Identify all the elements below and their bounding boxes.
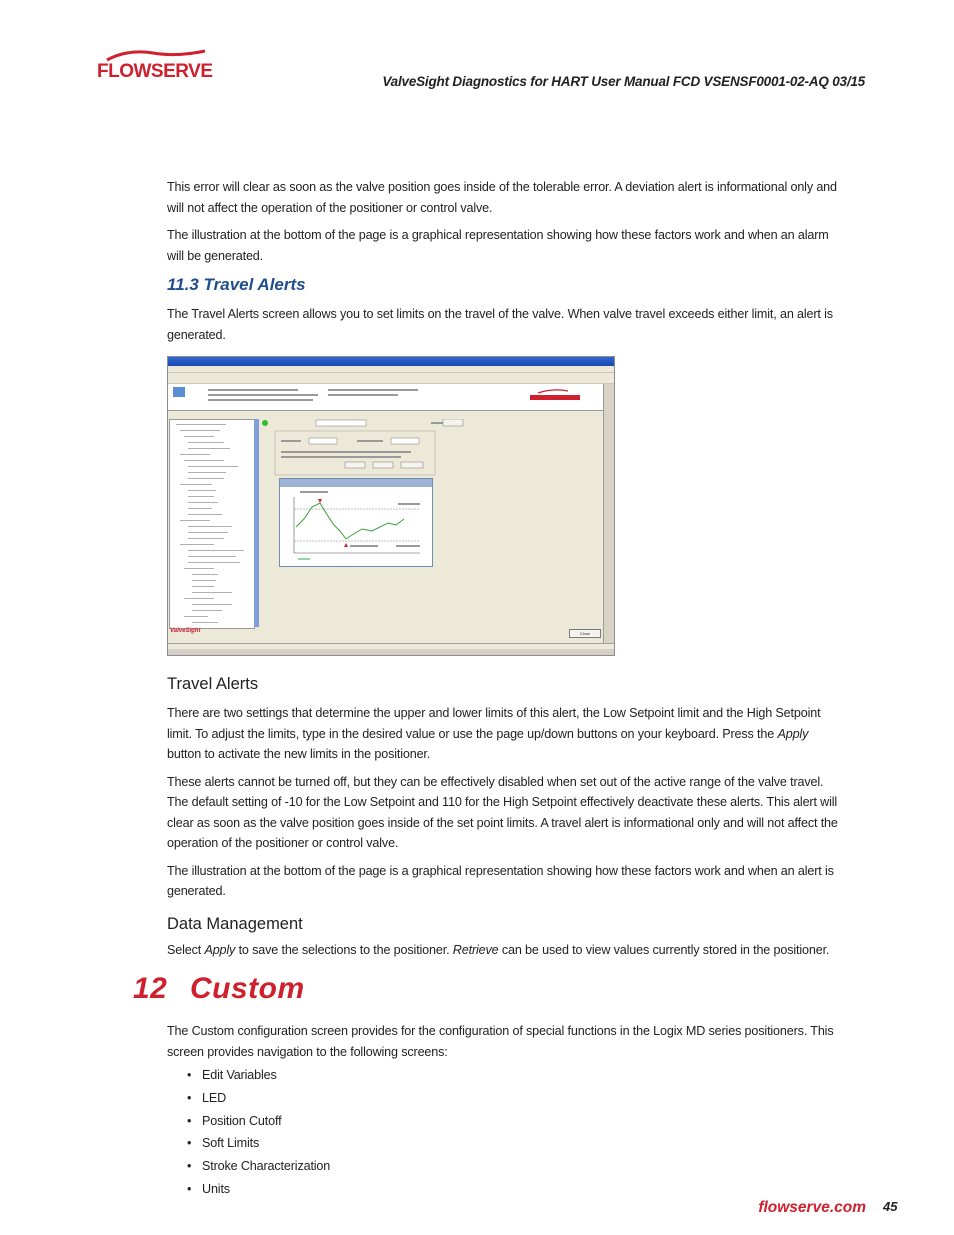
travel-alerts-text — [167, 703, 842, 909]
screenshot-travel-alert-panel — [261, 419, 601, 627]
screenshot-tree-scrollbar — [254, 419, 259, 627]
chapter-number: 12 — [133, 972, 168, 1005]
data-management-p-start: Select — [167, 943, 205, 957]
data-management-p-mid: to save the selections to the positioner. — [235, 943, 453, 957]
screenshot-close-label: Close — [579, 631, 591, 636]
custom-screen-list — [167, 1064, 567, 1201]
list-item: • LED — [167, 1087, 567, 1110]
data-management-paragraph — [167, 940, 842, 961]
chapter-heading-custom — [133, 972, 305, 1006]
screenshot-navigation-tree — [169, 419, 255, 629]
screenshot-device-info — [168, 384, 604, 411]
intro-paragraph-2: The illustration at the bottom of the page is a graphical representation showing how these factors work and when an alarm will be generated. — [167, 228, 829, 263]
logo-wordmark: FLOWSERVE — [97, 61, 213, 82]
screenshot-menubar — [168, 366, 614, 373]
travel-alerts-p1-apply: Apply — [777, 726, 809, 741]
screenshot-close-button — [569, 629, 601, 638]
data-management-p-end: can be used to view values currently stored in the positioner. — [498, 943, 830, 957]
travel-alerts-paragraph-3: The illustration at the bottom of the page is a graphical representation showing how these factors work and when an alert is generated. — [167, 863, 834, 898]
footer-website-link[interactable]: flowserve.com — [758, 1199, 866, 1216]
data-management-retrieve: Retrieve — [452, 943, 499, 957]
travel-alerts-p1-start: There are two settings that determine the upper and lower limits of this alert, the Low Setpoint limit and the High Setpoint limit. To adjust the limits, type in the desired value or use the page up/down buttons on your keyboard. Press the — [167, 706, 821, 741]
subheading-travel-alerts: Travel Alerts — [167, 675, 259, 693]
travel-alerts-paragraph-2: These alerts cannot be turned off, but they can be effectively disabled when set out of the active range of the valve travel. The default setting of -10 for the Low Setpoint and 110 for the High Setpoint effectively deactivate these alerts. This alert will clear as soon as the valve position goes inside of the set point limits. A travel alert is informational only and will not affect the operation of the positioner or control valve. — [167, 774, 838, 850]
list-item: • Stroke Characterization — [167, 1155, 567, 1178]
travel-alert-illustration — [279, 478, 433, 567]
page-number: 45 — [883, 1199, 898, 1214]
section-intro-text — [167, 304, 842, 352]
custom-intro-paragraph: The Custom configuration screen provides for the configuration of special functions in the Logix MD series positioners. This screen provides navigation to the following screens: — [167, 1024, 834, 1059]
custom-intro-text — [167, 1021, 842, 1069]
travel-alerts-p1-end: button to activate the new limits in the positioner. — [167, 747, 431, 761]
travel-alerts-screenshot — [167, 356, 615, 656]
flowserve-logo — [97, 47, 231, 89]
section-heading-travel-alerts: 11.3 Travel Alerts — [167, 275, 306, 294]
intro-paragraph-1: This error will clear as soon as the valve position goes inside of the tolerable error. A deviation alert is informational only and will not affect the operation of the positioner or control valve. — [167, 180, 837, 215]
screenshot-toolbar — [168, 373, 614, 384]
chapter-title: Custom — [190, 972, 305, 1005]
list-item: • Units — [167, 1178, 567, 1201]
screenshot-brand-label: ValveSight — [170, 628, 201, 634]
list-item: • Edit Variables — [167, 1064, 567, 1087]
data-management-text — [167, 940, 842, 968]
data-management-apply: Apply — [204, 943, 236, 957]
travel-alerts-paragraph-1 — [167, 703, 842, 765]
screenshot-side-panel — [603, 384, 614, 649]
screenshot-titlebar — [168, 357, 614, 366]
section-intro-paragraph: The Travel Alerts screen allows you to set limits on the travel of the valve. When valve travel exceeds either limit, an alert is generated. — [167, 307, 833, 342]
list-item: • Soft Limits — [167, 1132, 567, 1155]
intro-text — [167, 177, 842, 273]
list-item: • Position Cutoff — [167, 1110, 567, 1133]
document-header-title: ValveSight Diagnostics for HART User Manual FCD VSENSF0001-02-AQ 03/15 — [382, 74, 865, 89]
subheading-data-management: Data Management — [167, 915, 303, 933]
screenshot-horizontal-scrollbar — [168, 649, 614, 656]
